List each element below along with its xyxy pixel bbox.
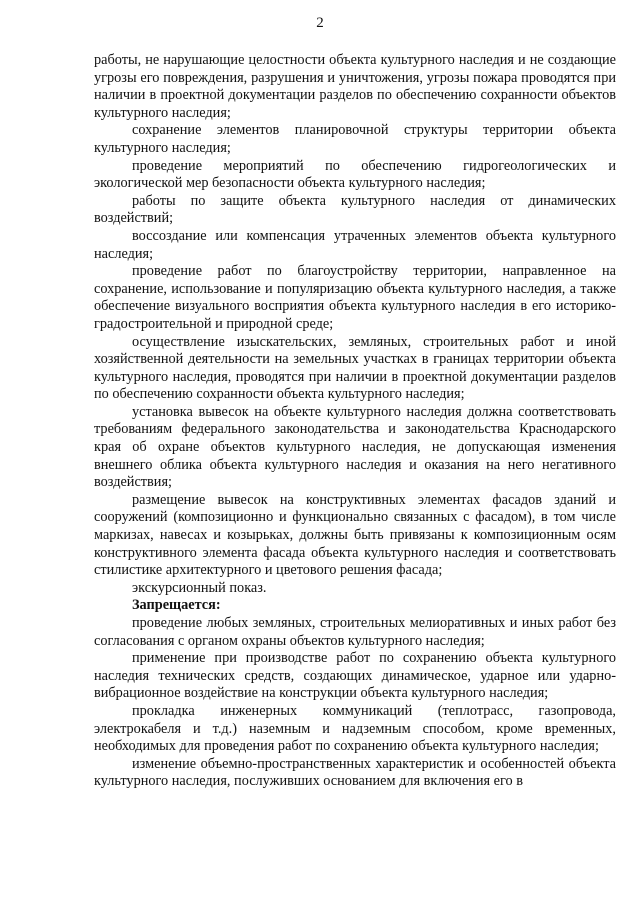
paragraph: применение при производстве работ по сохранению объекта культурного наследия технических средств, создающих динамическое, ударное или ударно-вибрационное воздействие на конструкции объекта культурного наследия; bbox=[94, 650, 616, 702]
paragraph: работы, не нарушающие целостности объекта культурного наследия и не создающие угрозы его повреждения, разрушения и уничтожения, угрозы пожара проводятся при наличии в проектной документации разделов по обеспечению сохранности объектов культурного наследия; bbox=[94, 52, 616, 121]
paragraph: сохранение элементов планировочной структуры территории объекта культурного наследия; bbox=[94, 122, 616, 156]
paragraph: изменение объемно-пространственных характеристик и особенностей объекта культурного наследия, послуживших основанием для включения его в bbox=[94, 755, 616, 790]
paragraph: экскурсионный показ. bbox=[132, 579, 267, 596]
paragraph: установка вывесок на объекте культурного наследия должна соответствовать требованиям федерального законодательства и законодательства Краснодарского края об охране объектов культурного наследия, не допускающая изменения внешнего облика объекта культурного наследия и оказания на него негативного воздействия; bbox=[94, 403, 616, 491]
paragraph: проведение мероприятий по обеспечению гидрогеологических и экологической мер безопасности объекта культурного наследия; bbox=[94, 157, 616, 192]
paragraph: осуществление изыскательских, земляных, строительных работ и иной хозяйственной деятельности на земельных участках в границах территории объекта культурного наследия, проводятся при наличии в проектной документации разделов по обеспечению сохранности объекта культурного наследия; bbox=[94, 333, 616, 403]
paragraph: воссоздание или компенсация утраченных элементов объекта культурного наследия; bbox=[94, 227, 616, 262]
paragraph: размещение вывесок на конструктивных элементах фасадов зданий и сооружений (композиционно и функционально связанных с фасадом), в том числе маркизах, навесах и козырьках, должны быть привязаны к композиционным осям конструктивного элемента фасада объекта культурного наследия и соответствовать стилистике архитектурного и цветового решения фасада; bbox=[94, 491, 616, 579]
page-number: 2 bbox=[316, 15, 324, 31]
paragraph: прокладка инженерных коммуникаций (теплотрасс, газопровода, электрокабеля и т.д.) наземным и надземным способом, кроме временных, необходимых для проведения работ по сохранению объекта культурного наследия; bbox=[94, 702, 616, 755]
paragraph: работы по защите объекта культурного наследия от динамических воздействий; bbox=[94, 192, 616, 227]
paragraph: проведение работ по благоустройству территории, направленное на сохранение, использование и популяризацию объекта культурного наследия, а также обеспечение визуального восприятия объекта культурного наследия в его историко-градостроительной и природной среде; bbox=[94, 263, 616, 332]
document-body bbox=[94, 52, 616, 791]
section-heading: Запрещается: bbox=[132, 597, 221, 614]
paragraph: проведение любых земляных, строительных мелиоративных и иных работ без согласования с органом охраны объектов культурного наследия; bbox=[94, 615, 616, 649]
